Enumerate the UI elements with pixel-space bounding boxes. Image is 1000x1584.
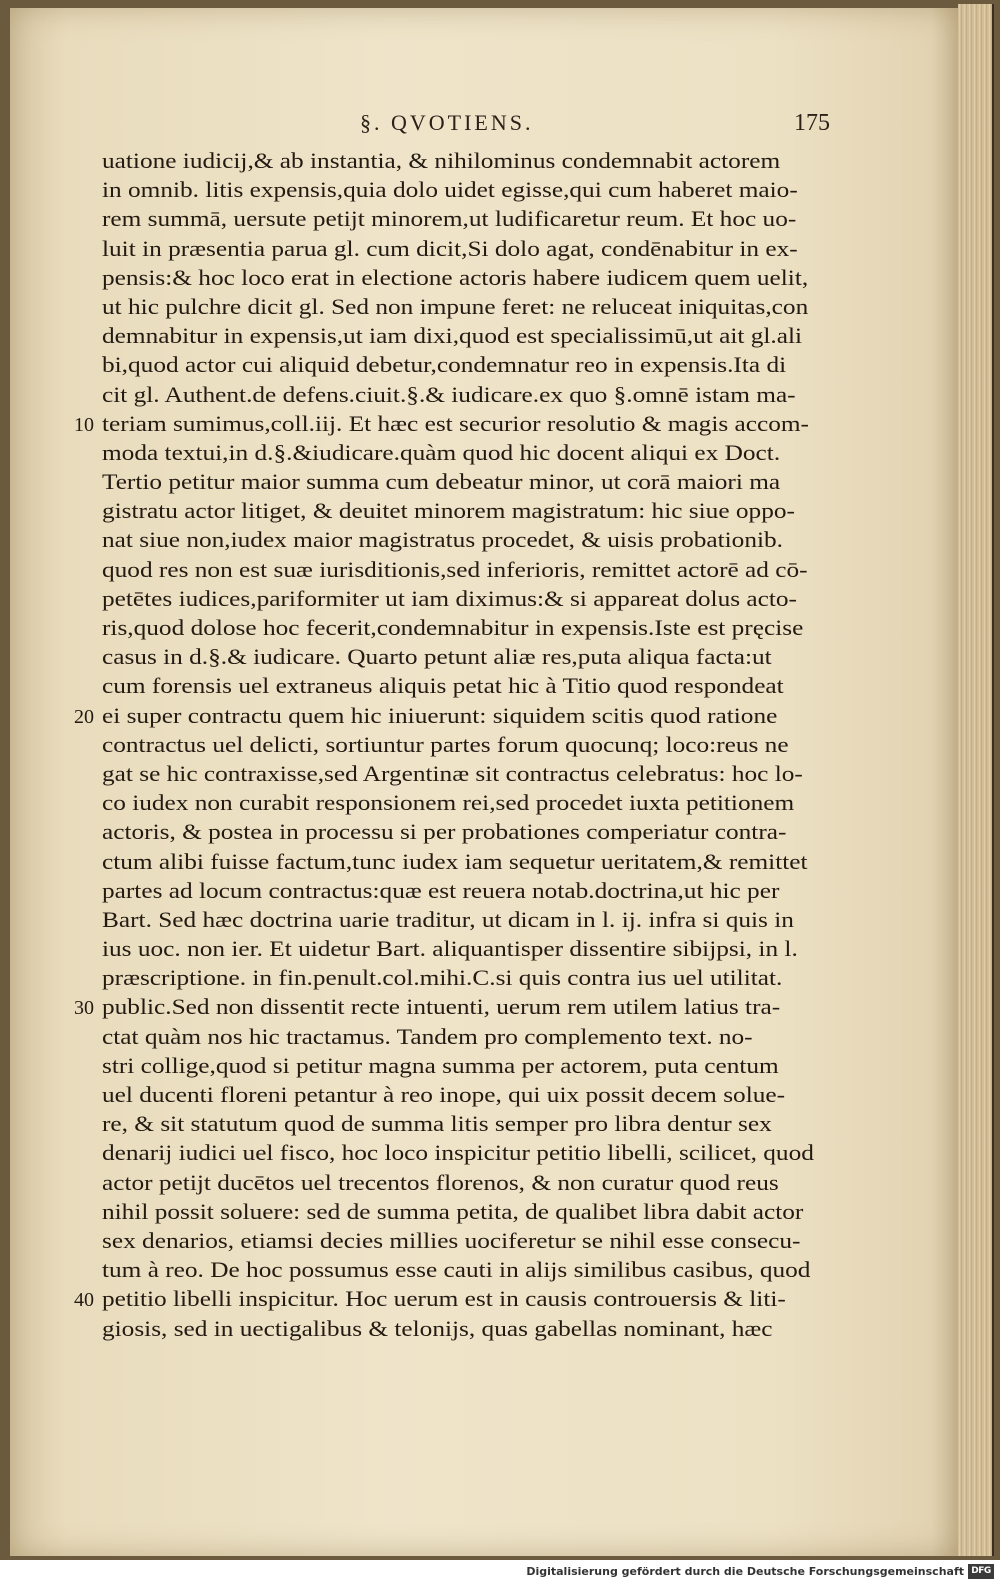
line-text: bi,quod actor cui aliquid debetur,condemnatur reo in expensis.Ita di: [102, 352, 787, 378]
text-line: [102, 905, 822, 934]
line-text: gat se hic contraxisse,sed Argentinæ sit contractus celebratus: hoc lo-: [102, 760, 803, 786]
running-head: §. QVOTIENS.: [360, 110, 534, 135]
text-line: [102, 234, 822, 263]
dfg-logo: DFG: [968, 1564, 994, 1579]
text-line: [74, 409, 822, 438]
line-text: actoris, & postea in processu si per probationes comperiatur contra-: [102, 819, 787, 845]
text-line: [102, 146, 822, 175]
text-line: [102, 1080, 822, 1109]
text-line: [102, 380, 822, 409]
margin-line-number: 10: [74, 413, 94, 436]
margin-line-number: 30: [74, 997, 94, 1020]
text-line: [74, 701, 822, 730]
text-line: [102, 759, 822, 788]
text-line: [102, 1138, 822, 1167]
line-text: re, & sit statutum quod de summa litis semper pro libra dentur sex: [102, 1111, 772, 1137]
line-text: nihil possit soluere: sed de summa petita, de qualibet libra dabit actor: [102, 1198, 804, 1224]
text-line: [102, 525, 822, 554]
text-line: [74, 992, 822, 1021]
line-text: rem summā, uersute petijt minorem,ut ludificaretur reum. Et hoc uo-: [102, 206, 797, 232]
line-text: uel ducenti floreni petantur à reo inope, qui uix possit decem solue-: [102, 1082, 786, 1107]
text-line: [102, 1314, 822, 1343]
funding-credit: Digitalisierung gefördert durch die Deutsche Forschungsgemeinschaft: [526, 1565, 964, 1578]
line-text: quod res non est suæ iurisditionis,sed inferioris, remittet actorē ad cō-: [102, 556, 808, 582]
line-text: teriam sumimus,coll.iij. Et hæc est securior resolutio & magis accom-: [102, 410, 809, 436]
text-line: [102, 788, 822, 817]
line-text: ctum alibi fuisse factum,tunc iudex iam sequetur ueritatem,& remittet: [102, 848, 808, 874]
text-line: [102, 350, 822, 379]
line-text: denarij iudici uel fisco, hoc loco inspicitur petitio libelli, scilicet, quod: [102, 1140, 814, 1166]
folio-number: 175: [794, 110, 830, 136]
text-line: [102, 847, 822, 876]
line-text: cit gl. Authent.de defens.ciuit.§.& iudicare.ex quo §.omnē istam ma-: [102, 381, 796, 407]
text-line: [102, 1051, 822, 1080]
page-header: [100, 110, 830, 146]
footer-bar: [0, 1560, 1000, 1584]
line-text: ris,quod dolose hoc fecerit,condemnabitur in expensis.Iste est pręcise: [102, 615, 804, 640]
line-text: in omnib. litis expensis,quia dolo uidet egisse,qui cum haberet maio-: [102, 177, 798, 203]
line-text: petētes iudices,pariformiter ut iam diximus:& si appareat dolus acto-: [102, 585, 797, 611]
line-text: giosis, sed in uectigalibus & telonijs, quas gabellas nominant, hæc: [102, 1315, 773, 1341]
text-line: [102, 1226, 822, 1255]
text-line: [102, 321, 822, 350]
line-text: sex denarios, etiamsi decies millies uociferetur se nihil esse consecu-: [102, 1227, 801, 1253]
line-text: moda textui,in d.§.&iudicare.quàm quod hic docent aliqui ex Doct.: [102, 439, 781, 465]
line-text: co iudex non curabit responsionem rei,sed procedet iuxta petitionem: [102, 790, 795, 816]
text-line: [102, 263, 822, 292]
line-text: nat siue non,iudex maior magistratus procedet, & uisis probationib.: [102, 527, 784, 553]
text-line: [102, 175, 822, 204]
text-line: [102, 292, 822, 321]
text-line: [102, 934, 822, 963]
line-text: luit in præsentia parua gl. cum dicit,Si dolo agat, condēnabitur in ex-: [102, 235, 798, 261]
page-edges: [958, 4, 994, 1556]
margin-line-number: 40: [74, 1289, 94, 1312]
line-text: uatione iudicij,& ab instantia, & nihilominus condemnabit actorem: [102, 148, 781, 173]
text-line: [102, 555, 822, 584]
text-line: [102, 671, 822, 700]
text-line: [102, 438, 822, 467]
text-line: [102, 963, 822, 992]
text-line: [102, 613, 822, 642]
line-text: public.Sed non dissentit recte intuenti, uerum rem utilem latius tra-: [102, 994, 781, 1020]
margin-line-number: 20: [74, 705, 94, 728]
line-text: pensis:& hoc loco erat in electione actoris habere iudicem quem uelit,: [102, 264, 809, 290]
line-text: Bart. Sed hæc doctrina uarie traditur, ut dicam in l. ij. infra si quis in: [102, 906, 794, 932]
text-line: [102, 642, 822, 671]
text-line: [102, 496, 822, 525]
line-text: ut hic pulchre dicit gl. Sed non impune feret: ne reluceat iniquitas,con: [102, 293, 809, 319]
text-line: [102, 584, 822, 613]
line-text: ius uoc. non ier. Et uidetur Bart. aliquantisper dissentire sibijpsi, in l.: [102, 936, 798, 962]
line-text: demnabitur in expensis,ut iam dixi,quod est specialissimū,ut ait gl.ali: [102, 323, 803, 349]
text-line: [102, 1255, 822, 1284]
line-text: ei super contractu quem hic iniuerunt: siquidem scitis quod ratione: [102, 702, 778, 728]
line-text: præscriptione. in fin.penult.col.mihi.C.si quis contra ius uel utilitat.: [102, 965, 783, 991]
text-line: [102, 817, 822, 846]
text-line: [102, 730, 822, 759]
line-text: petitio libelli inspicitur. Hoc uerum est in causis controuersis & liti-: [102, 1286, 786, 1312]
text-line: [102, 1168, 822, 1197]
line-text: actor petijt ducētos uel trecentos florenos, & non curatur quod reus: [102, 1169, 779, 1195]
body-text: [74, 146, 822, 1343]
text-line: [74, 1284, 822, 1313]
text-line: [102, 467, 822, 496]
text-line: [102, 1109, 822, 1138]
line-text: gistratu actor litiget, & deuitet minorem magistratum: hic siue oppo-: [102, 498, 795, 524]
line-text: partes ad locum contractus:quæ est reuera notab.doctrina,ut hic per: [102, 877, 780, 903]
line-text: casus in d.§.& iudicare. Quarto petunt aliæ res,puta aliqua facta:ut: [102, 644, 772, 670]
line-text: stri collige,quod si petitur magna summa per actorem, puta centum: [102, 1052, 779, 1078]
line-text: cum forensis uel extraneus aliquis petat hic à Titio quod respondeat: [102, 673, 784, 699]
line-text: ctat quàm nos hic tractamus. Tandem pro complemento text. no-: [102, 1023, 753, 1049]
line-text: tum à reo. De hoc possumus esse cauti in alijs similibus casibus, quod: [102, 1257, 811, 1283]
text-line: [102, 876, 822, 905]
line-text: Tertio petitur maior summa cum debeatur minor, ut corā maiori ma: [102, 469, 781, 495]
text-line: [102, 1197, 822, 1226]
line-text: contractus uel delicti, sortiuntur partes forum quocunq; loco:reus ne: [102, 731, 789, 757]
text-line: [102, 1022, 822, 1051]
text-line: [102, 204, 822, 233]
